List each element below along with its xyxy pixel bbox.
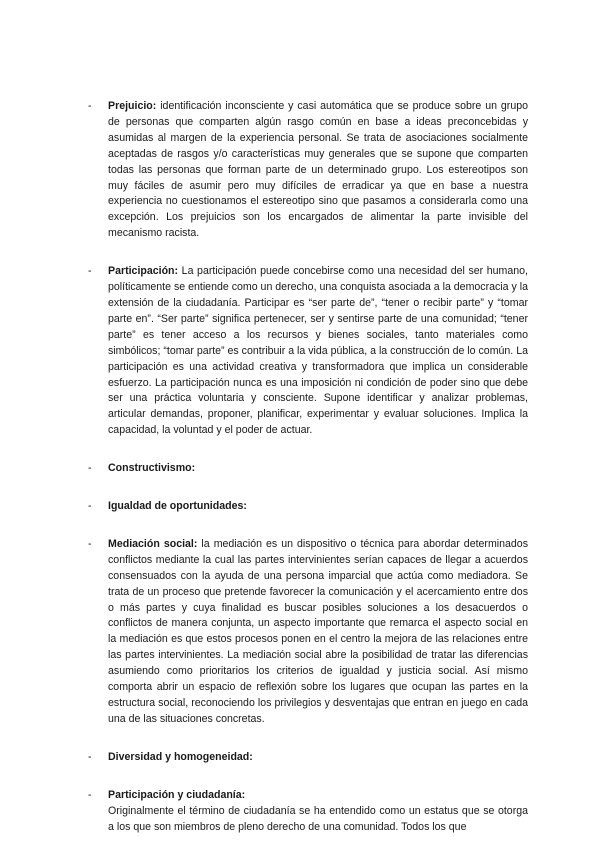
- term-definition: La participación puede concebirse como una necesidad del ser humano, políticamente se entiende como un derecho, una conquista asociada a la democracia y la extensión de la ciudadanía. Participar es “ser parte de”, “tener o recibir parte” y “tomar parte en”. “Ser parte” significa pertenecer, ser y sentirse parte de una comunidad; “tener parte” es tener acceso a los recursos y bienes sociales, tanto materiales como simbólicos; “tomar parte” es contribuir a la vida pública, a la construcción de lo común. La participación es una actividad creativa y transformadora que implica un considerable esfuerzo. La participación nunca es una imposición ni condición de poder sino que debe ser una práctica voluntaria y consciente. Supone identificar y analizar problemas, articular demandas, proponer, planificar, experimentar y evaluar soluciones. Implica la capacidad, la voluntad y el poder de actuar.: [108, 265, 529, 437]
- bullet-marker: -: [88, 462, 92, 475]
- term-definition: identificación inconsciente y casi automática que se produce sobre un grupo de personas que comparten algún rasgo común en base a ideas preconcebidas y asumidas al margen de la experiencia personal. Se trata de asociaciones socialmente aceptadas de rasgos y/o características muy generales que se supone que comparten todas las personas que forman parte de un determinado grupo. Los estereotipos son muy fáciles de asumir pero muy difíciles de erradicar ya que en base a nuestra experiencia no cuestionamos el estereotipo sino que pasamos a considerarla como una excepción. Los prejuicios son los encargados de alimentar la parte invisible del mecanismo racista.: [108, 100, 528, 240]
- list-item: [88, 461, 528, 477]
- term-heading: Participación:: [108, 265, 182, 278]
- list-item: [88, 499, 528, 515]
- list-item: [88, 750, 528, 766]
- list-item: [88, 99, 528, 242]
- list-item: [88, 788, 528, 836]
- bullet-marker: -: [88, 788, 92, 801]
- term-heading: Diversidad y homogeneidad:: [108, 750, 253, 763]
- bullet-marker: -: [88, 265, 92, 278]
- term-heading: Mediación social:: [108, 537, 202, 550]
- list-item: [88, 537, 528, 728]
- bullet-marker: -: [88, 500, 92, 513]
- bullet-marker: -: [88, 100, 92, 112]
- term-heading: Igualdad de oportunidades:: [108, 500, 247, 513]
- bullet-marker: -: [88, 537, 92, 550]
- term-heading: Constructivismo:: [108, 462, 196, 475]
- glossary-list: [88, 99, 528, 857]
- term-heading: Prejuicio:: [108, 100, 161, 112]
- term-definition: Originalmente el término de ciudadanía se ha entendido como un estatus que se otorga a los que son miembros de pleno derecho de una comunidad. Todos los que: [108, 804, 528, 833]
- list-item: [88, 264, 528, 439]
- term-heading: Participación y ciudadanía:: [108, 788, 246, 801]
- bullet-marker: -: [88, 750, 92, 763]
- term-definition: la mediación es un dispositivo o técnica para abordar determinados conflictos mediante la cual las partes intervinientes serían capaces de llegar a acuerdos consensuados con la ayuda de una persona imparcial que actúa como mediadora. Se trata de un proceso que pretende favorecer la comunicación y el acercamiento entre dos o más partes y cuya finalidad es buscar posibles soluciones a los desacuerdos o conflictos de manera conjunta, un aspecto importante que remarca el aspecto social en la mediación es que estos procesos ponen en el centro la mejora de las relaciones entre las partes intervinientes. La mediación social abre la posibilidad de tratar las diferencias asumiendo como prioritarios los criterios de igualdad y justicia social. Así mismo comporta abrir un espacio de reflexión sobre los lugares que ocupan las partes en la estructura social, reconociendo los privilegios y desventajas que entran en juego en cada una de las situaciones concretas.: [108, 537, 528, 725]
